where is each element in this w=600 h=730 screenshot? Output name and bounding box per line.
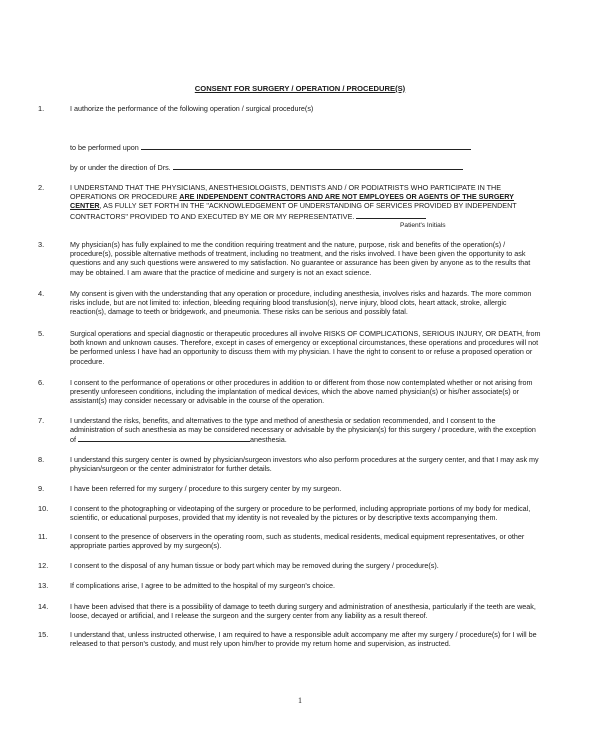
- clause-text: My physician(s) has fully explained to me the condition requiring treatment and the nature, purpose, risk and benefits of the operation(s) / procedure(s), possible alternative methods of treatment, including no treatment, and the risks involved. I have been given the opportunity to ask questions and any such questions were answered to my satisfaction. No guarantee or assurance has been given by anyone as to the results that may be obtained. I am aware that the practice of medicine and surgery is not an exact science.: [70, 240, 531, 277]
- clause-text: I have been referred for my surgery / procedure to this surgery center by my surgeon.: [70, 484, 342, 493]
- document-title: CONSENT FOR SURGERY / OPERATION / PROCEDURE(S): [194, 84, 406, 93]
- clause-text-part1: I UNDERSTAND THAT THE PHYSICIANS, ANESTHESIOLOGISTS, DENTISTS AND / OR PODIATRISTS WHO PARTICIPATE IN THE OPERATIONS OR PROCEDURE: [70, 183, 502, 202]
- clause-text: Surgical operations and special diagnostic or therapeutic procedures all involve RISKS OF COMPLICATIONS, SERIOUS INJURY, OR DEATH, from both known and unknown causes. Therefore, except in cases of emergency or exceptional circumstances, these operations and procedures will not be performed unless I have had an opportunity to discuss them with my physician. I have the right to consent to or refuse a proposed operation or procedure.: [70, 329, 541, 366]
- clause-number: 7.: [38, 416, 45, 425]
- clause-text: I understand this surgery center is owned by physician/surgeon investors who also perform procedures at the surgery center, and that I may ask my physician/surgeon or the center administrator for further details.: [70, 455, 539, 474]
- clause-number: 13.: [38, 581, 49, 590]
- clause-text-part2: anesthesia.: [250, 435, 287, 445]
- clause-number: 2.: [38, 183, 45, 192]
- performed-upon-label: to be performed upon: [70, 143, 139, 152]
- clause-number: 11.: [38, 532, 48, 541]
- clause-number: 10.: [38, 504, 49, 513]
- clause-number: 3.: [38, 240, 45, 249]
- clause-text: I authorize the performance of the following operation / surgical procedure(s): [70, 104, 314, 113]
- performed-upon-field[interactable]: [141, 142, 471, 150]
- patient-initials-field[interactable]: [356, 211, 426, 219]
- clause-number: 8.: [38, 455, 45, 464]
- clause-text: I consent to the disposal of any human tissue or body part which may be removed during the surgery / procedure(s).: [70, 561, 439, 570]
- independent-contractors-emphasis: ARE INDEPENDENT CONTRACTORS AND ARE NOT EMPLOYEES OR AGENTS OF THE SURGERY CENTER: [70, 192, 514, 211]
- clause-number: 4.: [38, 289, 45, 298]
- clause-text: I consent to the presence of observers in the operating room, such as students, medical residents, medical equipment representatives, or other appropriate parties approved by my surgeon(s).: [70, 532, 525, 551]
- clause-number: 5.: [38, 329, 45, 338]
- clause-number: 9.: [38, 484, 45, 493]
- doctor-names-field[interactable]: [173, 162, 463, 170]
- clause-number: 6.: [38, 378, 45, 387]
- patient-initials-label: Patient's Initials: [400, 222, 446, 229]
- clause-number: 15.: [38, 630, 49, 639]
- clause-text: My consent is given with the understanding that any operation or procedure, including anesthesia, involves risks and hazards. The more common risks include, but are not limited to: infection, bleeding requiring blood transfusion(s), nerve injury, blood clots, heart attack, stroke, allergic reaction(s), damage to teeth or bridgework, and pneumonia. These risks can be serious and possibly fatal.: [70, 289, 532, 317]
- clause-text: I consent to the photographing or videotaping of the surgery or procedure to be performed, including appropriate portions of my body for medical, scientific, or educational purposes, provided that my identity is not revealed by the pictures or by descriptive texts accompanying them.: [70, 504, 531, 523]
- page-number: 1: [298, 696, 302, 705]
- clause-text-part1: I understand the risks, benefits, and alternatives to the type and method of anesthesia or sedation recommended, and I consent to the administration of such anesthesia as may be considered necessary or advisable by the physician(s) for this surgery / procedure, with the exception of: [70, 416, 536, 445]
- clause-text: I have been advised that there is a possibility of damage to teeth during surgery and administration of anesthesia, particularly if the teeth are weak, loose, decayed or artificial, and I release the surgeon and the surgery center from any liability as a result thereof.: [70, 602, 536, 621]
- clause-text: I consent to the performance of operations or other procedures in addition to or different from those now contemplated whether or not arising from presently unforeseen conditions, including the implantation of medical devices, which the above named physician(s) or his/her associate(s) or assistant(s) may consider necessary or advisable in the course of the operation.: [70, 378, 533, 406]
- anesthesia-exception-field[interactable]: [78, 434, 250, 442]
- clause-number: 14.: [38, 602, 49, 611]
- clause-text: I understand that, unless instructed otherwise, I am required to have a responsible adult accompany me after my surgery / procedure(s) for I will be released to that person's custody, and must rely upon him/her to provide my return home and supervision, as instructed.: [70, 630, 537, 649]
- clause-text-part3: , AS FULLY SET FORTH IN THE "ACKNOWLEDGEMENT OF UNDERSTANDING OF SERVICES PROVIDED BY INDEPENDENT CONTRACTORS" PROVIDED TO AND EXECUTED BY ME OR MY REPRESENTATIVE.: [70, 201, 517, 221]
- direction-of-label: by or under the direction of Drs.: [70, 163, 171, 172]
- clause-number: 12.: [38, 561, 49, 570]
- clause-text: If complications arise, I agree to be admitted to the hospital of my surgeon's choice.: [70, 581, 336, 590]
- clause-number: 1.: [38, 104, 45, 113]
